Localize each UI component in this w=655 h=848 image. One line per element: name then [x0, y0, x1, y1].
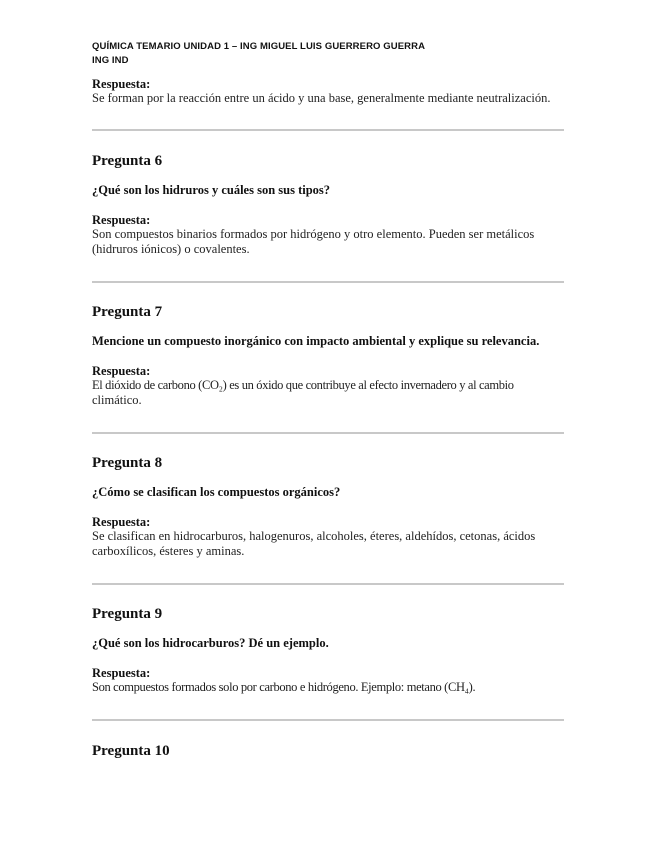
question-heading: Pregunta 9	[92, 606, 163, 622]
answer-block	[92, 515, 567, 559]
answer-block	[92, 213, 567, 257]
answer-block	[92, 364, 567, 408]
question-text: Mencione un compuesto inorgánico con impacto ambiental y explique su relevancia.	[92, 334, 540, 348]
question-text: ¿Qué son los hidrocarburos? Dé un ejemplo.	[92, 636, 329, 650]
answer-text-line: carboxílicos, ésteres y aminas.	[92, 544, 245, 558]
answer-label: Respuesta:	[92, 666, 151, 680]
answer-label: Respuesta:	[92, 364, 151, 378]
question-heading: Pregunta 7	[92, 304, 163, 320]
answer-text: Se forman por la reacción entre un ácido y una base, generalmente mediante neutralización.	[92, 91, 551, 105]
answer-text-line: Son compuestos formados solo por carbono e hidrógeno. Ejemplo: metano (CH₄).	[92, 680, 476, 694]
answer-text-line: (hidruros iónicos) o covalentes.	[92, 242, 250, 256]
section-divider	[92, 719, 564, 721]
answer-text-line: Son compuestos binarios formados por hidrógeno y otro elemento. Pueden ser metálicos	[92, 227, 535, 241]
question-heading: Pregunta 10	[92, 743, 170, 759]
question-text: ¿Qué son los hidruros y cuáles son sus tipos?	[92, 183, 331, 197]
answer-block	[92, 77, 567, 106]
page-header	[92, 40, 592, 68]
section-divider	[92, 432, 564, 434]
answer-label: Respuesta:	[92, 213, 151, 227]
header-subtitle: ING IND	[92, 55, 129, 66]
answer-text-line: El dióxido de carbono (CO₂) es un óxido que contribuye al efecto invernadero y al cambio	[92, 378, 514, 392]
question-heading: Pregunta 8	[92, 455, 163, 471]
section-divider	[92, 129, 564, 131]
answer-label: Respuesta:	[92, 77, 151, 91]
answer-block	[92, 666, 567, 695]
section-divider	[92, 281, 564, 283]
answer-text-line: Se clasifican en hidrocarburos, halogenuros, alcoholes, éteres, aldehídos, cetonas, ácidos	[92, 529, 536, 543]
answer-label: Respuesta:	[92, 515, 151, 529]
answer-text-line: climático.	[92, 393, 142, 407]
question-text: ¿Cómo se clasifican los compuestos orgánicos?	[92, 485, 341, 499]
question-heading: Pregunta 6	[92, 153, 163, 169]
header-title: QUÍMICA TEMARIO UNIDAD 1 – ING MIGUEL LUIS GUERRERO GUERRA	[92, 41, 426, 52]
section-divider	[92, 583, 564, 585]
